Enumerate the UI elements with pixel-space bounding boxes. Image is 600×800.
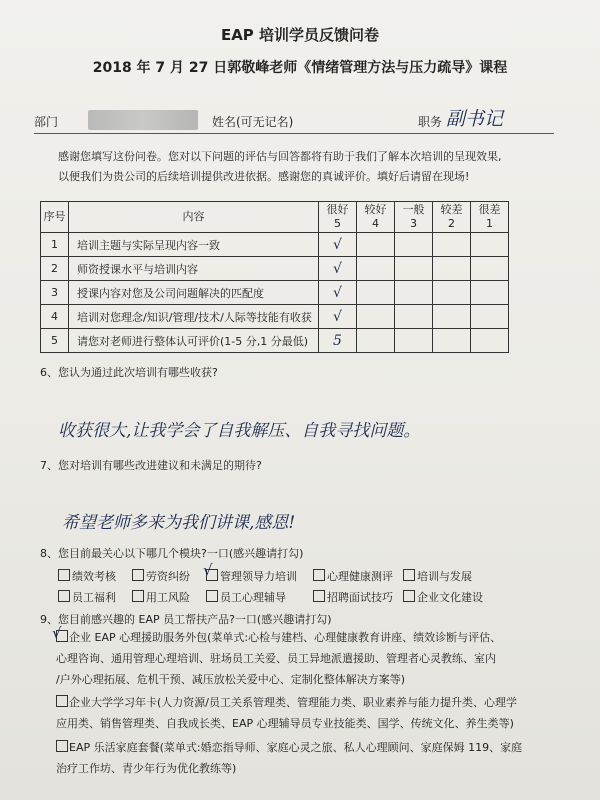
module-option[interactable] (206, 589, 286, 605)
row-no: 1 (41, 233, 69, 257)
row-content: 师资授课水平与培训内容 (69, 257, 319, 281)
row-content: 培训对您理念/知识/管理/技术/人际等技能有收获 (69, 305, 319, 329)
module-option[interactable] (403, 589, 483, 605)
rating-cell[interactable] (395, 281, 433, 305)
col-rating-1 (471, 202, 509, 233)
rating-cell[interactable] (357, 329, 395, 353)
option-label: 招聘面试技巧 (327, 591, 393, 604)
form-title: EAP 培训学员反馈问卷 (220, 26, 380, 44)
package-line: 心理咨询、通用管理心理培训、驻场员工关爱、员工异地派遣援助、管理者心灵教练、室内 (56, 652, 496, 665)
q7-question: 7、您对培训有哪些改进建议和未满足的期待? (40, 459, 262, 472)
rating-label: 很好 (326, 203, 349, 216)
intro-line-1: 感谢您填写这份问卷。您对以下问题的评估与回答都将有助于我们了解本次培训的呈现效果, (58, 150, 502, 163)
row-no: 2 (41, 257, 69, 281)
position-label: 职务 (418, 115, 443, 129)
rating-cell[interactable] (433, 233, 471, 257)
module-option[interactable] (58, 568, 116, 584)
option-label: 员工心理辅导 (220, 591, 286, 604)
rating-score: 2 (448, 217, 455, 230)
q7-handwritten-answer[interactable]: 希望老师多来为我们讲课,感恩! (62, 513, 296, 533)
checkbox-icon[interactable] (206, 590, 218, 602)
option-label: 企业文化建设 (417, 591, 483, 604)
module-option[interactable] (132, 568, 190, 584)
rating-score: 1 (486, 217, 493, 230)
table-header-row (41, 202, 509, 233)
rating-cell[interactable] (471, 329, 509, 353)
rating-cell[interactable] (471, 281, 509, 305)
row-content: 请您对老师进行整体认可评价(1-5 分,1 分最低) (69, 329, 319, 353)
rating-label: 很差 (478, 203, 501, 216)
module-option[interactable] (403, 568, 472, 584)
row-no: 4 (41, 305, 69, 329)
course-subtitle: 2018 年 7 月 27 日郭敬峰老师《情绪管理方法与压力疏导》课程 (92, 60, 508, 76)
col-no-header: 序号 (41, 202, 69, 233)
package-line (56, 627, 536, 648)
option-label: 培训与发展 (417, 570, 472, 583)
option-label: 劳资纠纷 (146, 570, 190, 583)
rating-table (40, 201, 509, 353)
rating-cell[interactable] (395, 233, 433, 257)
module-option[interactable] (313, 589, 393, 605)
rating-label: 一般 (402, 203, 425, 216)
redacted-dept (88, 110, 198, 130)
row-content: 培训主题与实际呈现内容一致 (69, 233, 319, 257)
option-label: 心理健康测评 (327, 570, 393, 583)
package-line (56, 692, 536, 713)
rating-cell[interactable] (433, 281, 471, 305)
q8-question: 8、您目前最关心以下哪几个模块?一口(感兴趣请打勾) (40, 547, 304, 560)
checkbox-icon[interactable] (132, 590, 144, 602)
q6-handwritten-answer[interactable]: 收获很大,让我学会了自我解压、自我寻找问题。 (58, 421, 421, 441)
package-text: 企业 EAP 心理援助服务外包(菜单式:心检与建档、心理健康教育讲座、绩效诊断与评估、 (69, 631, 502, 644)
checkbox-icon[interactable] (132, 569, 144, 581)
checkbox-icon[interactable] (58, 569, 70, 581)
row-content: 授课内容对您及公司问题解决的匹配度 (69, 281, 319, 305)
rating-score: 5 (334, 217, 341, 230)
rating-cell[interactable] (395, 329, 433, 353)
rating-cell[interactable] (357, 305, 395, 329)
table-row (41, 233, 509, 257)
table-row (41, 329, 509, 353)
position-handwritten: 副书记 (446, 108, 504, 130)
eap-package-option[interactable] (56, 692, 536, 734)
table-row (41, 281, 509, 305)
package-line: 应用类、销售管理类、自我成长类、EAP 心理辅导员专业技能类、国学、传统文化、养生类等) (56, 717, 514, 730)
rating-cell[interactable] (433, 257, 471, 281)
eap-package-option-checked[interactable] (56, 627, 536, 690)
rating-score: 3 (410, 217, 417, 230)
module-option-checked[interactable] (206, 568, 297, 584)
rating-cell-checked[interactable]: √ (319, 305, 357, 329)
module-option[interactable] (58, 589, 116, 605)
col-rating-5 (319, 202, 357, 233)
q9-question: 9、您目前感兴趣的 EAP 员工帮扶产品?一口(感兴趣请打勾) (40, 613, 332, 626)
package-line: /户外心理拓展、危机干预、减压放松关爱中心、定制化整体解决方案等) (56, 673, 405, 686)
rating-cell[interactable] (395, 305, 433, 329)
package-text: EAP 乐活家庭套餐(菜单式:婚恋指导师、家庭心灵之旅、私人心理顾问、家庭保姆 119、家庭 (69, 741, 523, 754)
respondent-info (34, 110, 554, 132)
rating-score: 4 (372, 217, 379, 230)
q6-question: 6、您认为通过此次培训有哪些收获? (40, 366, 218, 379)
rating-cell[interactable] (433, 305, 471, 329)
checkbox-icon[interactable] (313, 569, 325, 581)
module-option[interactable] (132, 589, 190, 605)
checkbox-icon[interactable] (56, 740, 68, 752)
rating-cell-checked[interactable]: √ (319, 281, 357, 305)
q9-checkmark-icon: √ (52, 624, 62, 642)
rating-cell[interactable] (357, 281, 395, 305)
rating-cell[interactable] (471, 233, 509, 257)
row-no: 3 (41, 281, 69, 305)
col-rating-4 (357, 202, 395, 233)
col-content-header: 内容 (69, 202, 319, 233)
module-option[interactable] (313, 568, 393, 584)
col-rating-3 (395, 202, 433, 233)
checkbox-icon[interactable] (403, 569, 415, 581)
option-label: 绩效考核 (72, 570, 116, 583)
package-line: 治疗工作坊、青少年行为优化教练等) (56, 762, 237, 775)
rating-cell-checked[interactable]: √ (319, 233, 357, 257)
rating-cell[interactable] (471, 305, 509, 329)
option-label: 员工福利 (72, 591, 116, 604)
rating-cell[interactable] (395, 257, 433, 281)
package-line (56, 737, 536, 758)
table-row (41, 305, 509, 329)
q8-checkmark-icon: √ (203, 561, 213, 579)
checkbox-icon[interactable] (56, 695, 68, 707)
info-underline (34, 133, 554, 134)
rating-cell-checked[interactable]: 5 (319, 329, 357, 353)
eap-package-option[interactable] (56, 737, 536, 779)
rating-cell[interactable] (357, 257, 395, 281)
option-label: 用工风险 (146, 591, 190, 604)
name-label: 姓名(可无记名) (212, 115, 294, 129)
checkbox-icon[interactable] (313, 590, 325, 602)
rating-label: 较好 (364, 203, 387, 216)
table-row (41, 257, 509, 281)
checkbox-icon[interactable] (58, 590, 70, 602)
checkbox-icon[interactable] (403, 590, 415, 602)
rating-cell[interactable] (357, 233, 395, 257)
rating-cell-checked[interactable]: √ (319, 257, 357, 281)
col-rating-2 (433, 202, 471, 233)
rating-label: 较差 (440, 203, 463, 216)
option-label: 管理领导力培训 (220, 570, 297, 583)
intro-line-2: 以便我们为贵公司的后续培训提供改进依据。感谢您的真诚评价。填好后请留在现场! (58, 170, 470, 183)
rating-cell[interactable] (471, 257, 509, 281)
rating-cell[interactable] (433, 329, 471, 353)
package-text: 企业大学学习年卡(人力资源/员工关系管理类、管理能力类、职业素养与能力提升类、心理学 (69, 696, 517, 709)
dept-label: 部门 (34, 115, 59, 129)
row-no: 5 (41, 329, 69, 353)
